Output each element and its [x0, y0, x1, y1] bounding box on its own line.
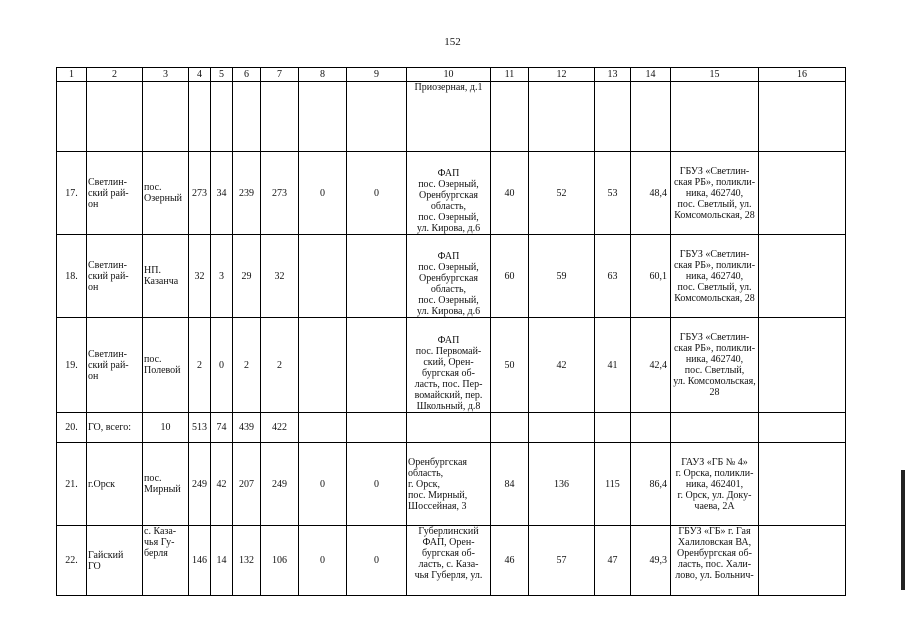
table-cell: 86,4	[631, 443, 671, 526]
table-cell: 74	[211, 413, 233, 443]
table-cell: 46	[491, 526, 529, 596]
table-cell	[529, 82, 595, 152]
table-cell: 106	[261, 526, 299, 596]
table-cell: Оренбургская область, г. Орск, пос. Мирный, Шоссейная, 3	[407, 443, 491, 526]
table-cell: 32	[189, 235, 211, 318]
table-cell: 29	[233, 235, 261, 318]
table-cell: пос. Полевой	[143, 318, 189, 413]
table-cell: Гайский ГО	[87, 526, 143, 596]
table-cell: пос. Озерный	[143, 152, 189, 235]
table-cell: 32	[261, 235, 299, 318]
table-cell: ГАУЗ «ГБ № 4» г. Орска, поликли- ника, 462401, г. Орск, ул. Доку- чаева, 2А	[671, 443, 759, 526]
table-cell	[759, 413, 846, 443]
column-header: 11	[491, 68, 529, 82]
table-cell: 136	[529, 443, 595, 526]
column-header: 13	[595, 68, 631, 82]
table-cell: Губерлинский ФАП, Орен- бургская об- ласть, с. Каза- чья Губерля, ул.	[407, 526, 491, 596]
table-cell	[631, 413, 671, 443]
table-cell: Светлин- ский рай- он	[87, 152, 143, 235]
table-cell: 422	[261, 413, 299, 443]
table-cell	[759, 443, 846, 526]
table-cell: ГБУЗ «Светлин- ская РБ», поликли- ника, 462740, пос. Светлый, ул. Комсомольская, 28	[671, 152, 759, 235]
table-cell	[671, 82, 759, 152]
table-cell: ГО, всего:	[87, 413, 143, 443]
table-cell: 20.	[57, 413, 87, 443]
table-cell	[299, 82, 347, 152]
table-cell: ГБУЗ «Светлин- ская РБ», поликли- ника, 462740, пос. Светлый, ул. Комсомольская, 28	[671, 235, 759, 318]
table-cell: 14	[211, 526, 233, 596]
column-header: 4	[189, 68, 211, 82]
table-cell: 0	[299, 443, 347, 526]
table-row	[57, 526, 846, 596]
table-cell: 18.	[57, 235, 87, 318]
table-cell: ФАП пос. Первомай- ский, Орен- бургская об- ласть, пос. Пер- вомайский, пер. Школьный, д.8	[407, 318, 491, 413]
table-cell: 57	[529, 526, 595, 596]
table-cell: 239	[233, 152, 261, 235]
table-cell	[299, 235, 347, 318]
table-cell	[759, 526, 846, 596]
table-cell: 146	[189, 526, 211, 596]
table-cell	[347, 318, 407, 413]
table-cell	[595, 413, 631, 443]
table-cell	[671, 413, 759, 443]
table-cell	[759, 318, 846, 413]
table-cell	[491, 82, 529, 152]
table-cell: 60	[491, 235, 529, 318]
table-cell: 21.	[57, 443, 87, 526]
table-cell: ГБУЗ «Светлин- ская РБ», поликли- ника, 462740, пос. Светлый, ул. Комсомольская, 28	[671, 318, 759, 413]
table-cell	[759, 82, 846, 152]
table-cell	[595, 82, 631, 152]
table-row	[57, 443, 846, 526]
table-cell: ФАП пос. Озерный, Оренбургская область, пос. Озерный, ул. Кирова, д.6	[407, 152, 491, 235]
table-cell: Приозерная, д.1	[407, 82, 491, 152]
table-cell	[347, 413, 407, 443]
table-cell: 84	[491, 443, 529, 526]
table-cell: 0	[211, 318, 233, 413]
page-number: 152	[444, 36, 461, 48]
table-cell: 63	[595, 235, 631, 318]
table-row	[57, 152, 846, 235]
table-cell: 249	[261, 443, 299, 526]
table-cell: 34	[211, 152, 233, 235]
table-cell: 60,1	[631, 235, 671, 318]
table-cell: 115	[595, 443, 631, 526]
column-header: 7	[261, 68, 299, 82]
table-cell	[299, 413, 347, 443]
table-cell: 52	[529, 152, 595, 235]
table-cell	[759, 235, 846, 318]
table-cell	[407, 413, 491, 443]
table-cell: 132	[233, 526, 261, 596]
table-cell	[261, 82, 299, 152]
table-cell: 47	[595, 526, 631, 596]
column-header: 9	[347, 68, 407, 82]
column-header: 1	[57, 68, 87, 82]
table-cell: ФАП пос. Озерный, Оренбургская область, пос. Озерный, ул. Кирова, д.6	[407, 235, 491, 318]
column-header: 8	[299, 68, 347, 82]
table-cell	[299, 318, 347, 413]
column-header: 2	[87, 68, 143, 82]
table-cell: 2	[233, 318, 261, 413]
scan-edge-mark	[901, 470, 905, 590]
table-cell: 0	[299, 152, 347, 235]
table-cell: Светлин- ский рай- он	[87, 235, 143, 318]
table-cell: пос. Мирный	[143, 443, 189, 526]
table-cell	[233, 82, 261, 152]
table-cell: 10	[143, 413, 189, 443]
table-cell	[631, 82, 671, 152]
column-header: 12	[529, 68, 595, 82]
table-row	[57, 82, 846, 152]
table-cell: 2	[189, 318, 211, 413]
table-cell: 50	[491, 318, 529, 413]
column-header: 5	[211, 68, 233, 82]
table-cell: 22.	[57, 526, 87, 596]
table-cell: НП. Казанча	[143, 235, 189, 318]
table-cell	[347, 235, 407, 318]
column-header: 14	[631, 68, 671, 82]
table-row	[57, 413, 846, 443]
table-cell: Светлин- ский рай- он	[87, 318, 143, 413]
column-header: 16	[759, 68, 846, 82]
column-header: 10	[407, 68, 491, 82]
table-cell: 42	[529, 318, 595, 413]
table-cell	[57, 82, 87, 152]
table-cell: 17.	[57, 152, 87, 235]
table-cell: 513	[189, 413, 211, 443]
table-cell	[87, 82, 143, 152]
table-cell: 19.	[57, 318, 87, 413]
header-row	[57, 68, 846, 82]
column-header: 15	[671, 68, 759, 82]
table-cell: 249	[189, 443, 211, 526]
table-cell: 273	[189, 152, 211, 235]
table-cell: 2	[261, 318, 299, 413]
column-header: 3	[143, 68, 189, 82]
table-cell: ГБУЗ «ГБ» г. Гая Халиловская ВА, Оренбургская об- ласть, пос. Хали- лово, ул. Больнич-	[671, 526, 759, 596]
table-cell: 49,3	[631, 526, 671, 596]
table-cell: 0	[347, 152, 407, 235]
table-cell: 59	[529, 235, 595, 318]
table-cell	[491, 413, 529, 443]
table-cell: г.Орск	[87, 443, 143, 526]
table-cell: 53	[595, 152, 631, 235]
table-row	[57, 318, 846, 413]
table-cell: 42,4	[631, 318, 671, 413]
column-header: 6	[233, 68, 261, 82]
table-cell: 48,4	[631, 152, 671, 235]
table-cell: 3	[211, 235, 233, 318]
document-table	[56, 67, 846, 596]
table-cell	[759, 152, 846, 235]
table-row	[57, 235, 846, 318]
table-cell	[143, 82, 189, 152]
table-cell	[189, 82, 211, 152]
table-cell: 0	[347, 526, 407, 596]
table-cell: с. Каза- чья Гу- берля	[143, 526, 189, 596]
table-cell: 42	[211, 443, 233, 526]
table-cell: 439	[233, 413, 261, 443]
table-cell: 0	[347, 443, 407, 526]
table-cell: 41	[595, 318, 631, 413]
table-cell: 273	[261, 152, 299, 235]
table-cell: 207	[233, 443, 261, 526]
table-cell	[347, 82, 407, 152]
table-cell: 40	[491, 152, 529, 235]
table-cell: 0	[299, 526, 347, 596]
table-cell	[211, 82, 233, 152]
table-cell	[529, 413, 595, 443]
